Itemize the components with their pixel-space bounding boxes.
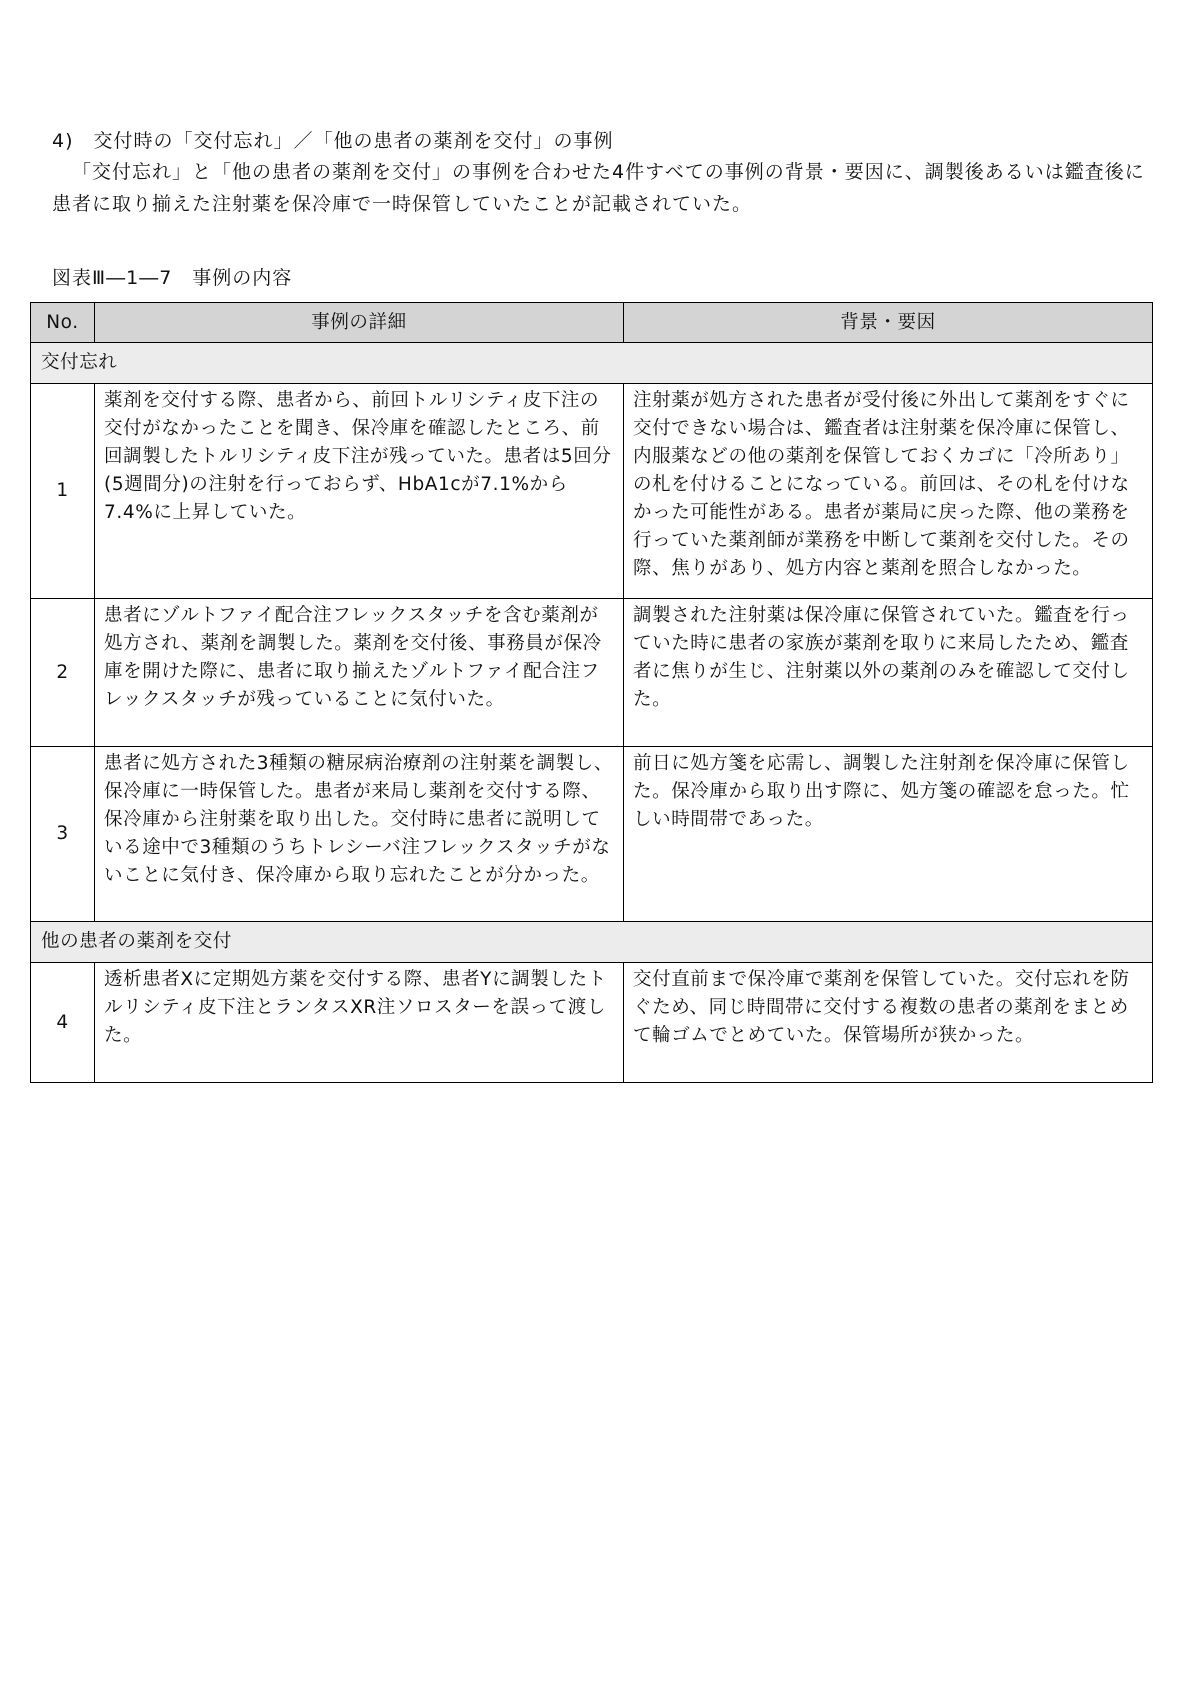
case-number: 1 bbox=[31, 384, 95, 599]
case-cause: 注射薬が処方された患者が受付後に外出して薬剤をすぐに交付できない場合は、鑑査者は注射薬を保冷庫に保管し、内服薬などの他の薬剤を保管しておくカゴに「冷所あり」の札を付けることになっている。前回は、その札を付けなかった可能性がある。患者が薬局に戻った際、他の業務を行っていた薬剤師が業務を中断して薬剤を交付した。その際、焦りがあり、処方内容と薬剤を照合しなかった。 bbox=[624, 384, 1153, 599]
col-header-cause: 背景・要因 bbox=[624, 303, 1153, 343]
category-row-wrong-patient bbox=[31, 922, 1153, 963]
table-header-row bbox=[31, 303, 1153, 343]
figure-caption: 図表Ⅲ―1―7 事例の内容 bbox=[52, 267, 293, 289]
category-row-forgotten bbox=[31, 343, 1153, 384]
case-table bbox=[30, 302, 1153, 1083]
case-number: 4 bbox=[31, 963, 95, 1083]
table-row bbox=[31, 963, 1153, 1083]
category-label: 交付忘れ bbox=[31, 343, 1153, 384]
col-header-detail: 事例の詳細 bbox=[95, 303, 624, 343]
section-title: 4) 交付時の「交付忘れ」／「他の患者の薬剤を交付」の事例 bbox=[52, 130, 614, 152]
case-detail: 患者に処方された3種類の糖尿病治療剤の注射薬を調製し、保冷庫に一時保管した。患者が来局し薬剤を交付する際、保冷庫から注射薬を取り出した。交付時に患者に説明している途中で3種類のうちトレシーバ注フレックスタッチがないことに気付き、保冷庫から取り忘れたことが分かった。 bbox=[95, 747, 624, 922]
section-intro: 「交付忘れ」と「他の患者の薬剤を交付」の事例を合わせた4件すべての事例の背景・要因に、調製後あるいは鑑査後に患者に取り揃えた注射薬を保冷庫で一時保管していたことが記載されていた。 bbox=[52, 161, 1145, 215]
case-cause: 交付直前まで保冷庫で薬剤を保管していた。交付忘れを防ぐため、同じ時間帯に交付する複数の患者の薬剤をまとめて輪ゴムでとめていた。保管場所が狭かった。 bbox=[624, 963, 1153, 1083]
case-detail: 薬剤を交付する際、患者から、前回トルリシティ皮下注の交付がなかったことを聞き、保冷庫を確認したところ、前回調製したトルリシティ皮下注が残っていた。患者は5回分(5週間分)の注射を行っておらず、HbA1cが7.1%から7.4%に上昇していた。 bbox=[95, 384, 624, 599]
case-detail: 透析患者Xに定期処方薬を交付する際、患者Yに調製したトルリシティ皮下注とランタスXR注ソロスターを誤って渡した。 bbox=[95, 963, 624, 1083]
case-detail: 患者にゾルトファイ配合注フレックスタッチを含む薬剤が処方され、薬剤を調製した。薬剤を交付後、事務員が保冷庫を開けた際に、患者に取り揃えたゾルトファイ配合注フレックスタッチが残っていることに気付いた。 bbox=[95, 599, 624, 747]
case-cause: 前日に処方箋を応需し、調製した注射剤を保冷庫に保管した。保冷庫から取り出す際に、処方箋の確認を怠った。忙しい時間帯であった。 bbox=[624, 747, 1153, 922]
category-label: 他の患者の薬剤を交付 bbox=[31, 922, 1153, 963]
case-number: 3 bbox=[31, 747, 95, 922]
col-header-no: No. bbox=[31, 303, 95, 343]
case-cause: 調製された注射薬は保冷庫に保管されていた。鑑査を行っていた時に患者の家族が薬剤を取りに来局したため、鑑査者に焦りが生じ、注射薬以外の薬剤のみを確認して交付した。 bbox=[624, 599, 1153, 747]
case-number: 2 bbox=[31, 599, 95, 747]
table-row bbox=[31, 384, 1153, 599]
table-row bbox=[31, 599, 1153, 747]
table-row bbox=[31, 747, 1153, 922]
